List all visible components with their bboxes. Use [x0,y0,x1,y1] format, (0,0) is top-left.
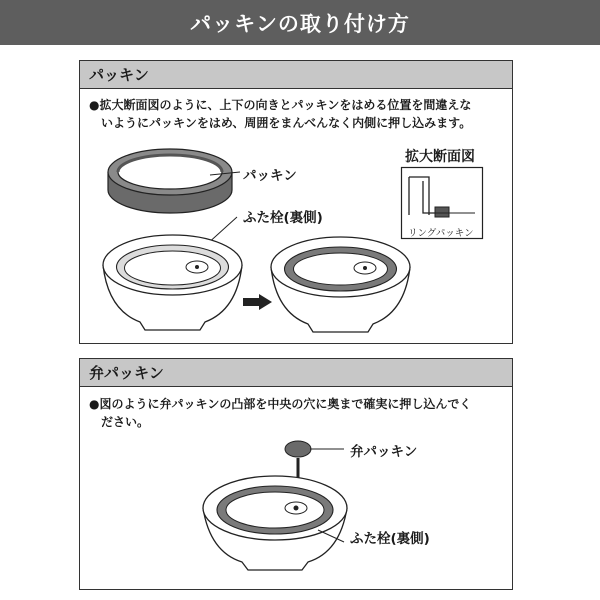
instruction-text [89,96,505,132]
label-valve-packing: 弁パッキン [350,444,418,460]
instruction-line-2: ださい。 [101,415,150,429]
packing-ring-illustration [100,150,240,220]
leader-line [310,444,350,454]
bullet-mark: ● [89,98,100,112]
label-lid-back: ふた栓(裏側) [243,210,323,226]
lid-after-illustration [268,232,413,337]
lid-valve-illustration [200,470,350,575]
leader-line [318,528,348,548]
label-lid-back: ふた栓(裏側) [350,531,430,547]
inset-label: リングパッキン [408,228,474,239]
lid-before-illustration [100,230,245,335]
page-title: パッキンの取り付け方 [0,0,600,45]
inset-title: 拡大断面図 [405,149,475,165]
section-heading: パッキン [80,61,512,89]
instruction-text [89,395,505,431]
section-heading: 弁パッキン [80,359,512,387]
bullet-mark: ● [89,397,100,411]
instruction-line-2: いようにパッキンをはめ、周囲をまんべんなく内側に押し込みます。 [101,116,472,130]
instruction-line-1: 拡大断面図のように、上下の向きとパッキンをはめる位置を間違えな [99,98,472,112]
label-packing: パッキン [243,168,297,184]
instruction-line-1: 図のように弁パッキンの凸部を中央の穴に奥まで確実に押し込んでく [99,397,472,411]
